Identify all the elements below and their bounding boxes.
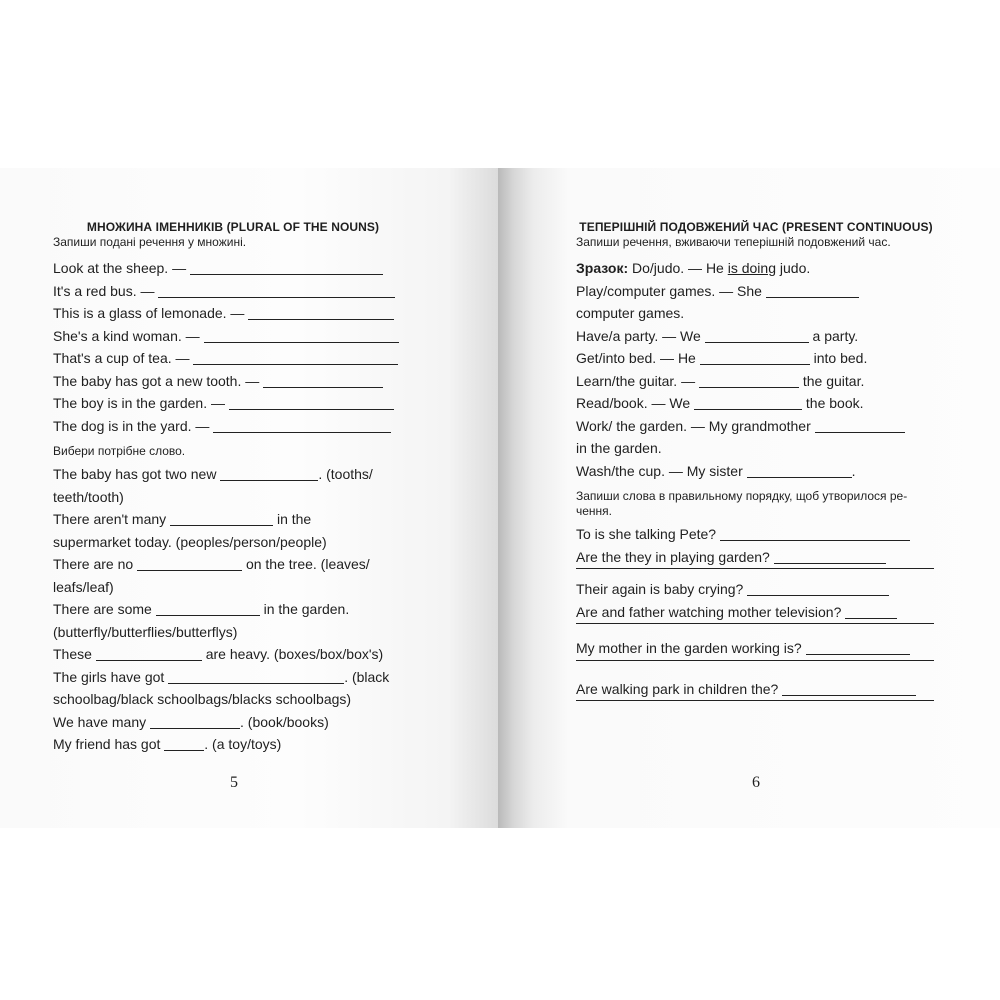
exercise-line: My friend has got . (a toy/toys) bbox=[53, 736, 282, 752]
answer-blank[interactable] bbox=[720, 539, 910, 541]
answer-blank[interactable] bbox=[747, 476, 852, 478]
exercise-line: She's a kind woman. — bbox=[53, 325, 413, 348]
answer-blank[interactable] bbox=[782, 694, 916, 696]
answer-blank[interactable] bbox=[193, 363, 398, 365]
exercise-line: supermarket today. (peoples/person/people) bbox=[53, 533, 327, 550]
exercise-line: (butterfly/butterflies/butterflys) bbox=[53, 623, 238, 640]
answer-blank[interactable] bbox=[263, 386, 383, 388]
answer-blank[interactable] bbox=[204, 341, 399, 343]
exercise-line: To is she talking Pete? bbox=[576, 523, 936, 546]
answer-blank[interactable] bbox=[137, 569, 242, 571]
answer-blank[interactable] bbox=[694, 408, 802, 410]
right-page-content bbox=[576, 220, 936, 710]
exercise-line: Their again is baby crying? bbox=[576, 578, 936, 601]
exercise-line: These are heavy. (boxes/box/box's) bbox=[53, 646, 384, 662]
right-instruction-2a: Запиши слова в правильному порядку, щоб утворилося ре- bbox=[576, 489, 908, 503]
answer-rule-row bbox=[576, 660, 936, 678]
sample-answer: is doing bbox=[727, 260, 776, 276]
answer-blank[interactable] bbox=[229, 408, 394, 410]
answer-rule[interactable] bbox=[576, 700, 934, 701]
answer-blank[interactable] bbox=[213, 431, 391, 433]
answer-rule-row bbox=[576, 623, 936, 637]
exercise-line: This is a glass of lemonade. — bbox=[53, 302, 413, 325]
exercise-line: computer games. bbox=[576, 305, 685, 321]
answer-blank[interactable] bbox=[705, 341, 809, 343]
sample-line: Зразок: Do/judo. — He is doing judo. bbox=[576, 260, 811, 276]
exercise-line: leafs/leaf) bbox=[53, 578, 114, 595]
exercise-line: teeth/tooth) bbox=[53, 488, 124, 505]
exercise-line: Are and father watching mother television? bbox=[576, 601, 936, 624]
answer-blank[interactable] bbox=[815, 431, 905, 433]
answer-blank[interactable] bbox=[766, 296, 859, 298]
exercise-line: The dog is in the yard. — bbox=[53, 415, 413, 438]
exercise-line: Work/ the garden. — My grandmother bbox=[576, 415, 936, 438]
exercise-line: It's a red bus. — bbox=[53, 280, 413, 303]
exercise-line: The baby has got two new . (tooths/ bbox=[53, 466, 373, 482]
right-instruction-2b: чення. bbox=[576, 504, 613, 518]
exercise-line: The boy is in the garden. — bbox=[53, 392, 413, 415]
exercise-line: We have many . (book/books) bbox=[53, 713, 329, 730]
answer-blank[interactable] bbox=[845, 617, 897, 619]
sample-label: Зразок: bbox=[576, 260, 629, 276]
exercise-line: Are walking park in children the? bbox=[576, 678, 936, 701]
exercise-line: Look at the sheep. — bbox=[53, 257, 413, 280]
answer-blank[interactable] bbox=[150, 727, 240, 729]
answer-blank[interactable] bbox=[774, 562, 886, 564]
left-instruction-2: Вибери потрібне слово. bbox=[53, 444, 186, 458]
answer-blank[interactable] bbox=[170, 524, 273, 526]
answer-blank[interactable] bbox=[164, 749, 204, 751]
exercise-line: There aren't many in the bbox=[53, 511, 312, 527]
answer-blank[interactable] bbox=[806, 653, 910, 655]
exercise-line: My mother in the garden working is? bbox=[576, 637, 936, 660]
exercise-line: There are some in the garden. bbox=[53, 601, 350, 617]
left-page-content bbox=[53, 220, 413, 756]
answer-blank[interactable] bbox=[158, 296, 395, 298]
exercise-line: Wash/the cup. — My sister . bbox=[576, 462, 856, 479]
exercise-line: Read/book. — We the book. bbox=[576, 395, 864, 411]
answer-blank[interactable] bbox=[220, 479, 318, 481]
right-instruction-1: Запиши речення, вживаючи теперішній подовжений час. bbox=[576, 235, 891, 249]
answer-blank[interactable] bbox=[156, 614, 260, 616]
exercise-line: The baby has got a new tooth. — bbox=[53, 370, 413, 393]
answer-rule-row bbox=[576, 700, 936, 710]
answer-blank[interactable] bbox=[190, 273, 383, 275]
answer-blank[interactable] bbox=[747, 594, 889, 596]
answer-blank[interactable] bbox=[248, 318, 394, 320]
answer-rule[interactable] bbox=[576, 623, 934, 624]
answer-blank[interactable] bbox=[700, 363, 810, 365]
answer-blank[interactable] bbox=[699, 386, 799, 388]
exercise-line: That's a cup of tea. — bbox=[53, 347, 413, 370]
left-page bbox=[0, 168, 498, 828]
exercise-line: Play/computer games. — She bbox=[576, 280, 936, 303]
answer-blank[interactable] bbox=[168, 682, 344, 684]
exercise-line: Are the they in playing garden? bbox=[576, 546, 936, 569]
right-page-title: ТЕПЕРІШНІЙ ПОДОВЖЕНИЙ ЧАС (PRESENT CONTINUOUS) bbox=[579, 220, 933, 234]
answer-blank[interactable] bbox=[96, 659, 202, 661]
left-page-title: МНОЖИНА ІМЕННИКІВ (PLURAL OF THE NOUNS) bbox=[86, 220, 380, 234]
page-number: 5 bbox=[230, 774, 238, 791]
exercise-line: Have/a party. — We a party. bbox=[576, 327, 859, 344]
exercise-line: The girls have got . (black bbox=[53, 668, 390, 685]
right-page bbox=[498, 168, 1000, 828]
exercise-line: Get/into bed. — He into bed. bbox=[576, 350, 868, 366]
answer-rule[interactable] bbox=[576, 568, 934, 569]
left-instruction-1: Запиши подані речення у множині. bbox=[53, 235, 247, 249]
page-number: 6 bbox=[752, 774, 760, 791]
answer-rule-row bbox=[576, 568, 936, 578]
exercise-line: There are no on the tree. (leaves/ bbox=[53, 556, 370, 572]
exercise-line: in the garden. bbox=[576, 440, 662, 456]
exercise-line: Learn/the guitar. — the guitar. bbox=[576, 372, 865, 389]
answer-rule[interactable] bbox=[576, 660, 934, 661]
exercise-line: schoolbag/black schoolbags/blacks schoolbags) bbox=[53, 691, 352, 707]
